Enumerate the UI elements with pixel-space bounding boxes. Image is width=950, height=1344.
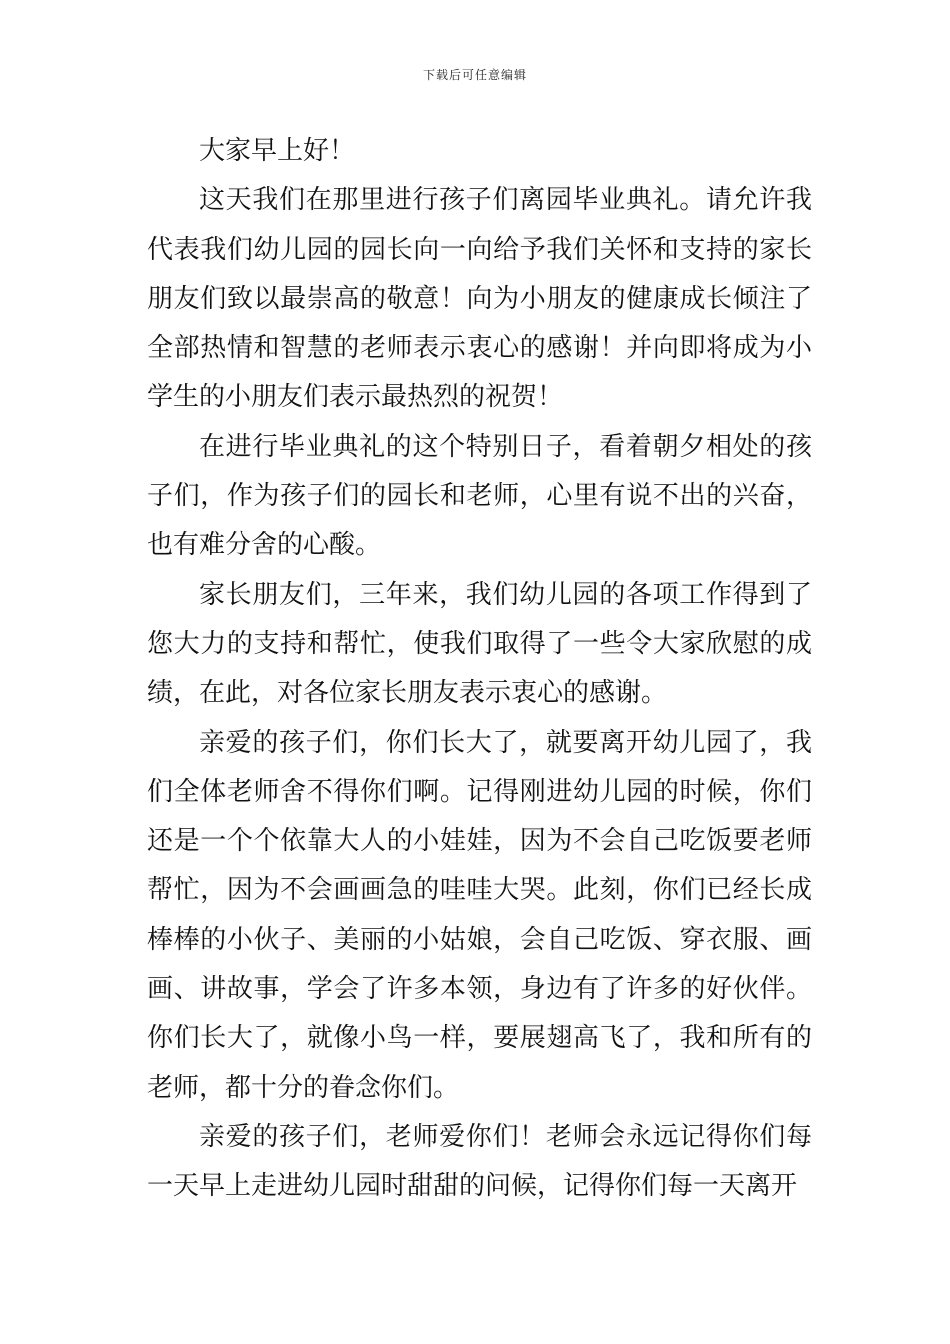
paragraph-children-grown: 亲爱的孩子们，你们长大了，就要离开幼儿园了，我们全体老师舍不得你们啊。记得刚进幼儿园的时候，你们还是一个个依靠大人的小娃娃，因为不会自己吃饭要老师帮忙，因为不会画画急的哇哇大哭。此刻，你们已经长成棒棒的小伙子、美丽的小姑娘，会自己吃饭、穿衣服、画画、讲故事，学会了许多本领，身边有了许多的好伙伴。你们长大了，就像小鸟一样，要展翅高飞了，我和所有的老师，都十分的眷念你们。 xyxy=(147,727,812,1103)
paragraph-feelings: 在进行毕业典礼的这个特别日子，看着朝夕相处的孩子们，作为孩子们的园长和老师，心里有说不出的兴奋，也有难分舍的心酸。 xyxy=(147,431,812,561)
paragraph-ceremony: 这天我们在那里进行孩子们离园毕业典礼。请允许我代表我们幼儿园的园长向一向给予我们关怀和支持的家长朋友们致以最崇高的敬意！向为小朋友的健康成长倾注了全部热情和智慧的老师表示衷心的感谢！并向即将成为小学生的小朋友们表示最热烈的祝贺！ xyxy=(147,185,812,413)
paragraph-parents-thanks: 家长朋友们，三年来，我们幼儿园的各项工作得到了您大力的支持和帮忙，使我们取得了一些令大家欣慰的成绩，在此，对各位家长朋友表示衷心的感谢。 xyxy=(147,579,812,709)
paragraph-teachers-love: 亲爱的孩子们，老师爱你们！老师会永远记得你们每一天早上走进幼儿园时甜甜的问候，记得你们每一天离开 xyxy=(147,1121,812,1202)
document-body xyxy=(147,127,812,1212)
page-header: 下载后可任意编辑 xyxy=(422,68,527,82)
paragraph-greeting: 大家早上好！ xyxy=(199,136,356,166)
